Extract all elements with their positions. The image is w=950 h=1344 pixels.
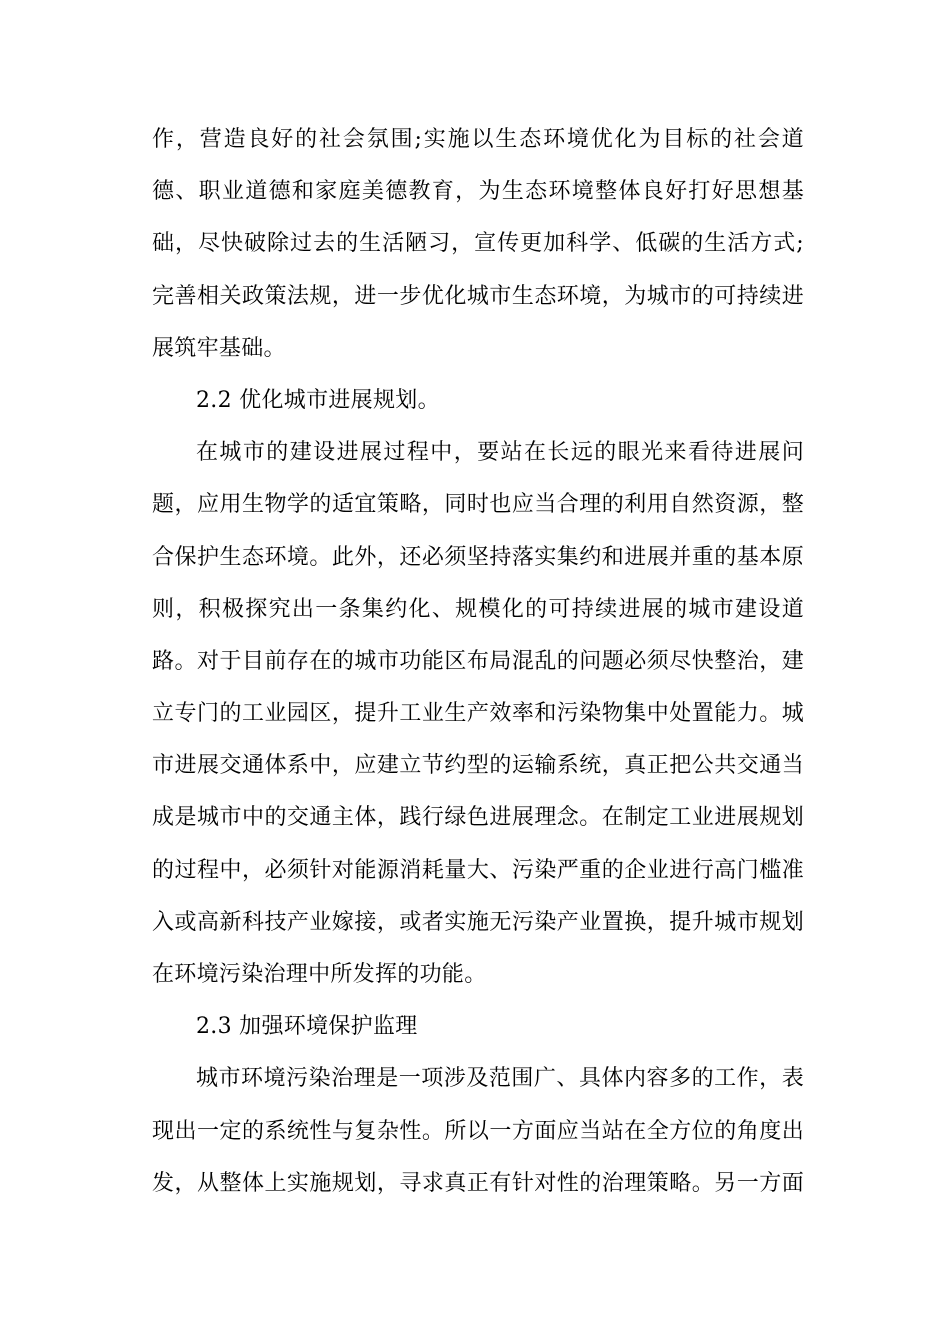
text-line: 路。对于目前存在的城市功能区布局混乱的问题必须尽快整治，建	[152, 648, 804, 674]
text-line: 在环境污染治理中所发挥的功能。	[152, 962, 487, 987]
section-heading: 2.2 优化城市进展规划。	[196, 387, 440, 413]
text-line: 城市环境污染治理是一项涉及范围广、具体内容多的工作，表	[196, 1066, 804, 1092]
document-body	[152, 114, 804, 1210]
text-line: 的过程中，必须针对能源消耗量大、污染严重的企业进行高门槛准	[152, 857, 804, 883]
text-line: 德、职业道德和家庭美德教育，为生态环境整体良好打好思想基	[152, 179, 804, 205]
text-line: 入或高新科技产业嫁接，或者实施无污染产业置换，提升城市规划	[152, 909, 804, 935]
text-line: 则，积极探究出一条集约化、规模化的可持续进展的城市建设道	[152, 596, 804, 622]
text-line: 在城市的建设进展过程中，要站在长远的眼光来看待进展问	[196, 440, 804, 466]
section-heading: 2.3 加强环境保护监理	[196, 1014, 418, 1040]
text-line: 立专门的工业园区，提升工业生产效率和污染物集中处置能力。城	[152, 701, 804, 727]
text-line: 础，尽快破除过去的生活陋习，宣传更加科学、低碳的生活方式;	[152, 231, 804, 257]
text-line: 市进展交通体系中，应建立节约型的运输系统，真正把公共交通当	[152, 753, 804, 779]
text-line: 发，从整体上实施规划，寻求真正有针对性的治理策略。另一方面	[152, 1170, 804, 1196]
text-line: 完善相关政策法规，进一步优化城市生态环境，为城市的可持续进	[152, 283, 804, 309]
text-line: 现出一定的系统性与复杂性。所以一方面应当站在全方位的角度出	[152, 1118, 804, 1144]
text-line: 题，应用生物学的适宜策略，同时也应当合理的利用自然资源，整	[152, 492, 804, 518]
text-line: 成是城市中的交通主体，践行绿色进展理念。在制定工业进展规划	[152, 805, 804, 831]
text-line: 展筑牢基础。	[152, 335, 286, 361]
text-line: 作，营造良好的社会氛围;实施以生态环境优化为目标的社会道	[152, 127, 804, 152]
text-line: 合保护生态环境。此外，还必须坚持落实集约和进展并重的基本原	[152, 544, 804, 570]
